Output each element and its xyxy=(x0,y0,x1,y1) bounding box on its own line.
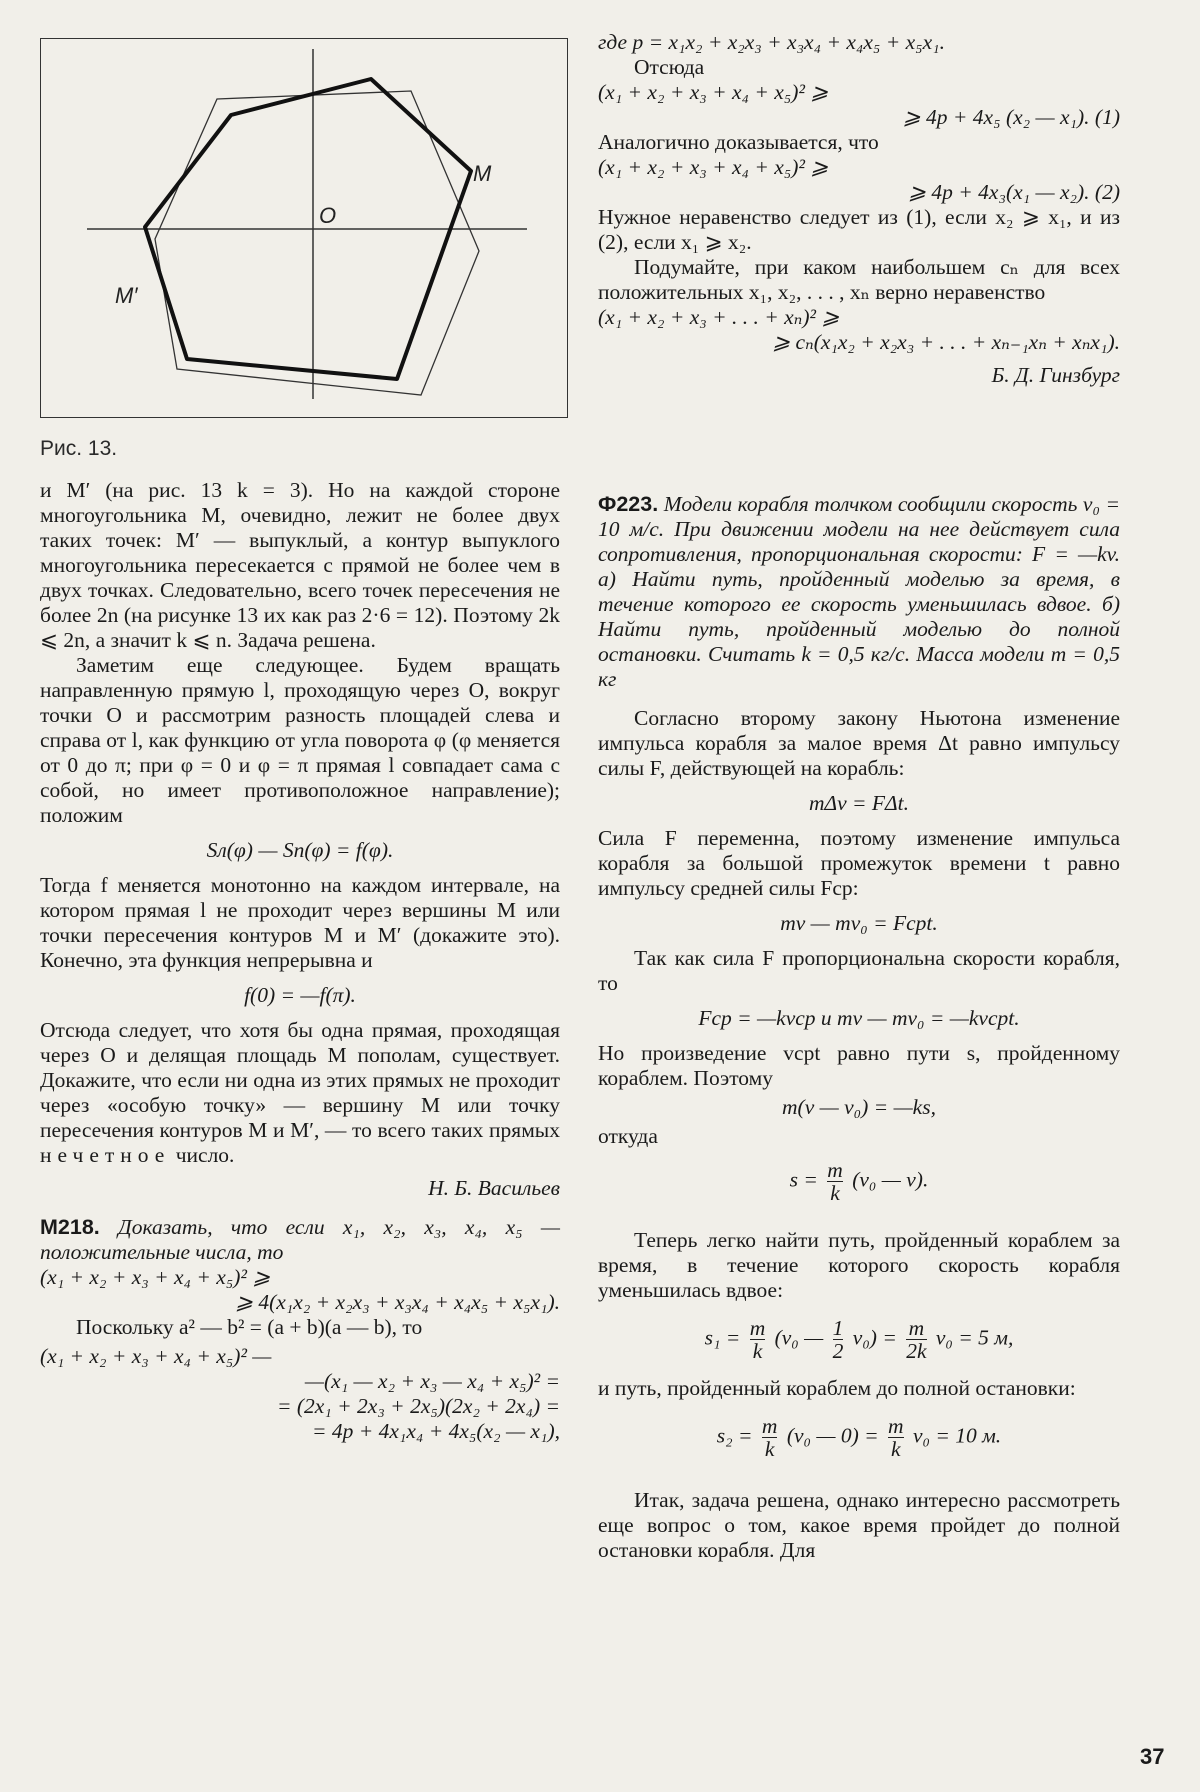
right-column-top xyxy=(598,30,1120,388)
left-column xyxy=(40,478,560,1444)
paragraph-2: Заметим еще следующее. Будем вращать направленную прямую l, проходящую через O, вокруг точки O и рассмотрим разность площадей слева и справа от l, как функцию от угла поворота φ (φ меняется от 0 до π; при φ = 0 и φ = π прямая l совпадает сама с собой, но имеет противоположное направление); положим xyxy=(40,653,560,827)
right-column xyxy=(598,492,1120,1563)
eq7-f1-num: m xyxy=(761,1414,778,1438)
f223-paragraph-4: Но произведение vсрt равно пути s, пройденному кораблем. Поэтому xyxy=(598,1041,1120,1090)
equation-1b: ⩾ 4p + 4x₅ (x₂ — x₁). (1) xyxy=(902,105,1120,129)
equation-p-definition: где p = x₁x₂ + x₂x₃ + x₃x₄ + x₄x₅ + x₅x₁. xyxy=(598,30,946,54)
equation-1a: (x₁ + x₂ + x₃ + x₄ + x₅)² ⩾ xyxy=(598,80,829,104)
f223-equation-5 xyxy=(598,1159,1120,1204)
eq6-f2-num: 1 xyxy=(832,1316,844,1340)
polygon-m-prime xyxy=(155,91,479,395)
eq7-a: s₂ = xyxy=(716,1423,753,1448)
eq5-rhs: (v₀ — v). xyxy=(852,1167,929,1192)
paragraph-4-end: число. xyxy=(175,1143,235,1167)
paragraph-4 xyxy=(40,1018,560,1168)
paragraph-1: и M′ (на рис. 13 k = 3). Но на каждой стороне многоугольника M, очевидно, лежит не более двух таких точек: M′ — выпуклый, а контур выпуклого многоугольника пересекается с прямой не более чем в двух точках. Следовательно, всего точек пересечения не более 2n (на рисунке 13 их как раз 2·6 = 12). Поэтому 2k ⩽ 2n, а значит k ⩽ n. Задача решена. xyxy=(40,478,560,652)
paragraph-3: Тогда f меняется монотонно на каждом интервале, на котором прямая l не проходит через вершины M или точки пересечения контуров M и M′ (докажите это). Конечно, эта функция непрерывна и xyxy=(40,873,560,972)
eq7-f2-den: k xyxy=(888,1437,904,1460)
equation-2a: (x₁ + x₂ + x₃ + x₄ + x₅)² ⩾ xyxy=(598,155,829,179)
eq7-f1-den: k xyxy=(762,1437,778,1460)
equation-3b: ⩾ cₙ(x₁x₂ + x₂x₃ + . . . + xₙ₋₁xₙ + xₙx₁). xyxy=(772,330,1120,354)
f223-equation-6 xyxy=(598,1317,1120,1362)
label-o: O xyxy=(319,203,337,228)
problem-f223-number: Ф223. xyxy=(598,492,659,516)
f223-paragraph-5: откуда xyxy=(598,1124,658,1148)
eq6-f2-den: 2 xyxy=(832,1339,844,1363)
eq5-lhs: s = xyxy=(789,1167,818,1192)
page-number: 37 xyxy=(1140,1744,1165,1769)
figure-caption: Рис. 13. xyxy=(40,437,118,460)
figure-13 xyxy=(40,38,568,418)
f223-equation-7 xyxy=(598,1415,1120,1460)
paragraph-4-emph: нечетное xyxy=(40,1143,171,1167)
m218-equation-3: (x₁ + x₂ + x₃ + x₄ + x₅)² — xyxy=(40,1344,272,1368)
eq6-a: s₁ = xyxy=(704,1325,741,1350)
label-m-prime: M′ xyxy=(115,283,138,308)
f223-paragraph-8: Итак, задача решена, однако интересно рассмотреть еще вопрос о том, какое время пройдет до полной остановки корабля. Для xyxy=(598,1488,1120,1562)
f223-equation-4: m(v — v₀) = —ks, xyxy=(782,1095,936,1119)
signature-vasilev: Н. Б. Васильев xyxy=(428,1176,560,1200)
eq7-fraction-1 xyxy=(762,1415,778,1460)
label-m: M xyxy=(473,161,492,186)
f223-paragraph-6: Теперь легко найти путь, пройденный кораблем за время, в течение которого скорость корабля уменьшилась вдвое: xyxy=(598,1228,1120,1302)
equation-3a: (x₁ + x₂ + x₃ + . . . + xₙ)² ⩾ xyxy=(598,305,840,329)
f223-equation-2: mv — mv₀ = Fсрt. xyxy=(780,911,938,935)
eq6-fraction-1 xyxy=(750,1317,766,1362)
m218-paragraph: Поскольку a² — b² = (a + b)(a — b), то xyxy=(76,1315,423,1339)
eq6-f1-num: m xyxy=(749,1316,766,1340)
problem-f223 xyxy=(598,492,1120,692)
eq6-c: v₀) = xyxy=(852,1325,897,1350)
f223-paragraph-3: Так как сила F пропорциональна скорости корабля, то xyxy=(598,946,1120,995)
eq5-num: m xyxy=(827,1158,843,1182)
m218-equation-5: = (2x₁ + 2x₃ + 2x₅)(2x₂ + 2x₄) = xyxy=(276,1394,560,1418)
equation-f-symmetry: f(0) = —f(π). xyxy=(244,983,356,1007)
problem-m218-statement: Доказать, что если x₁, x₂, x₃, x₄, x₅ — положительные числа, то xyxy=(40,1215,560,1264)
problem-f223-statement: Модели корабля толчком сообщили скорость v₀ = 10 м/с. При движении модели на нее действует сила сопротивления, пропорциональная скорости: F = —kv. а) Найти путь, пройденный моделью за время, в течение которого ее скорость уменьшилась вдвое. б) Найти путь, пройденный моделью до полной остановки. Считать k = 0,5 кг/с. Масса модели m = 0,5 кг xyxy=(598,492,1120,691)
eq7-c: v₀ = 10 м. xyxy=(912,1423,1002,1448)
problem-m218 xyxy=(40,1215,560,1265)
m218-equation-6: = 4p + 4x₁x₄ + 4x₅(x₂ — x₁), xyxy=(311,1419,560,1443)
polygon-diagram xyxy=(41,39,567,417)
text-analogichno: Аналогично доказывается, что xyxy=(598,130,879,154)
m218-equation-2: ⩾ 4(x₁x₂ + x₂x₃ + x₃x₄ + x₄x₅ + x₅x₁). xyxy=(234,1290,560,1314)
eq6-b: (v₀ — xyxy=(774,1325,824,1350)
eq6-fraction-3 xyxy=(906,1317,926,1362)
eq6-f3-den: 2k xyxy=(906,1339,927,1363)
f223-equation-1: mΔv = FΔt. xyxy=(808,791,910,815)
equation-area-difference: Sл(φ) — Sп(φ) = f(φ). xyxy=(206,838,394,862)
text-conclusion: Нужное неравенство следует из (1), если x₂ ⩾ x₁, и из (2), если x₁ ⩾ x₂. xyxy=(598,205,1120,254)
f223-equation-3: Fср = —kvср и mv — mv₀ = —kvсрt. xyxy=(698,1006,1020,1030)
text-otsyuda: Отсюда xyxy=(634,55,705,79)
eq5-fraction xyxy=(827,1159,843,1204)
f223-paragraph-1: Согласно второму закону Ньютона изменение импульса корабля за малое время Δt равно импульсу силы F, действующей на корабль: xyxy=(598,706,1120,780)
problem-m218-number: М218. xyxy=(40,1215,100,1239)
eq6-f1-den: k xyxy=(750,1339,766,1362)
eq6-fraction-2 xyxy=(833,1317,844,1362)
m218-equation-1: (x₁ + x₂ + x₃ + x₄ + x₅)² ⩾ xyxy=(40,1265,271,1289)
paragraph-4-text: Отсюда следует, что хотя бы одна прямая, проходящая через O и делящая площадь M пополам, существует. Докажите, что если ни одна из этих прямых не проходит через «особую точку» — вершину M или точку пересечения контуров M и M′, — то всего таких прямых xyxy=(40,1018,560,1142)
eq6-f3-num: m xyxy=(908,1316,925,1340)
text-podumayte: Подумайте, при каком наибольшем cₙ для всех положительных x₁, x₂, . . . , xₙ верно неравенство xyxy=(598,255,1120,304)
eq6-d: v₀ = 5 м, xyxy=(935,1325,1014,1350)
f223-paragraph-7: и путь, пройденный кораблем до полной остановки: xyxy=(598,1376,1076,1400)
equation-2b: ⩾ 4p + 4x₃(x₁ — x₂). (2) xyxy=(908,180,1120,204)
m218-equation-4: —(x₁ — x₂ + x₃ — x₄ + x₅)² = xyxy=(304,1369,560,1393)
f223-paragraph-2: Сила F переменна, поэтому изменение импульса корабля за большой промежуток времени t равно импульсу средней силы Fср: xyxy=(598,826,1120,900)
signature-ginzburg: Б. Д. Гинзбург xyxy=(991,363,1120,387)
eq7-f2-num: m xyxy=(888,1414,904,1438)
eq7-fraction-2 xyxy=(888,1415,904,1460)
eq7-b: (v₀ — 0) = xyxy=(786,1423,879,1448)
eq5-den: k xyxy=(827,1181,843,1204)
